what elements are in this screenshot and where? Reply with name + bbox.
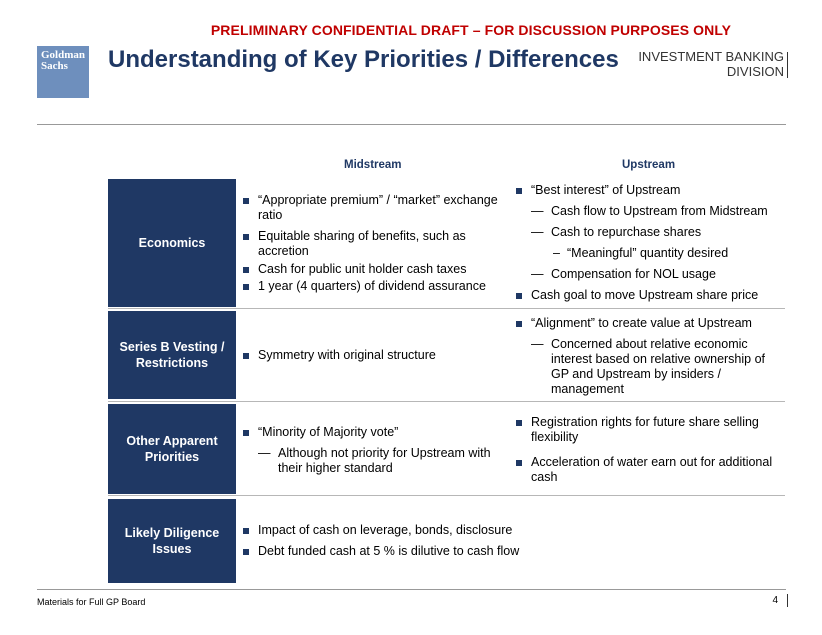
square-bullet-icon [243, 234, 249, 240]
sub-bullet-item [514, 204, 784, 219]
bullet-text: Acceleration of water earn out for additional cash [531, 455, 773, 484]
bullet-item [514, 288, 784, 303]
dash-bullet-icon: — [531, 204, 544, 218]
column-header-midstream: Midstream [344, 159, 402, 171]
sub-sub-bullet-item [514, 246, 784, 261]
bullet-item [241, 348, 506, 363]
bullet-item [241, 193, 506, 223]
bullet-text: “Minority of Majority vote” [258, 425, 399, 439]
square-bullet-icon [243, 198, 249, 204]
square-bullet-icon [243, 430, 249, 436]
confidential-banner: PRELIMINARY CONFIDENTIAL DRAFT – FOR DISCUSSION PURPOSES ONLY [210, 22, 732, 38]
economics-upstream-cell [514, 183, 784, 303]
bullet-item [241, 544, 521, 559]
goldman-sachs-logo [37, 46, 89, 98]
row-label-series-b: Series B Vesting / Restrictions [108, 311, 236, 399]
column-header-upstream: Upstream [622, 159, 676, 171]
division-line-2: DIVISION [726, 64, 784, 79]
row-separator [108, 495, 785, 496]
sub-bullet-item [241, 446, 506, 476]
sub-bullet-item [514, 267, 784, 282]
bullet-item [514, 415, 784, 445]
sub-bullet-text: Cash to repurchase shares [551, 225, 702, 239]
row-separator [108, 401, 785, 402]
bullet-item [241, 425, 506, 440]
sub-bullet-text: Although not priority for Upstream with their higher standard [278, 446, 491, 475]
dash-bullet-icon: — [531, 337, 544, 351]
header-rule [37, 124, 786, 125]
square-bullet-icon [243, 549, 249, 555]
square-bullet-icon [243, 528, 249, 534]
square-bullet-icon [516, 460, 522, 466]
bullet-item [241, 523, 521, 538]
bullet-text: Registration rights for future share selling flexibility [531, 415, 759, 444]
division-label [638, 49, 784, 79]
bullet-text: “Appropriate premium” / “market” exchange ratio [258, 193, 498, 222]
other-priorities-upstream-cell [514, 415, 784, 485]
bullet-text: Cash goal to move Upstream share price [531, 288, 759, 302]
series-b-upstream-cell [514, 316, 784, 397]
bullet-text: Cash for public unit holder cash taxes [258, 262, 467, 276]
dash-bullet-icon: — [531, 267, 544, 281]
division-divider [787, 52, 788, 78]
row-label-diligence: Likely Diligence Issues [108, 499, 236, 583]
division-line-1: INVESTMENT BANKING [638, 49, 784, 64]
page-number-divider [787, 594, 788, 607]
bullet-item [241, 229, 506, 259]
square-bullet-icon [243, 284, 249, 290]
sub-bullet-item [514, 225, 784, 240]
bullet-item [514, 183, 784, 198]
bullet-text: Symmetry with original structure [258, 348, 436, 362]
bullet-text: “Best interest” of Upstream [531, 183, 681, 197]
row-separator [108, 308, 785, 309]
square-bullet-icon [516, 420, 522, 426]
page-title: Understanding of Key Priorities / Differences [108, 46, 619, 73]
row-label-other-priorities: Other Apparent Priorities [108, 404, 236, 494]
sub-bullet-item [514, 337, 784, 397]
logo-line-1: Goldman [41, 49, 86, 61]
series-b-midstream-cell [241, 348, 506, 363]
row-label-economics: Economics [108, 179, 236, 307]
economics-midstream-cell [241, 193, 506, 294]
square-bullet-icon [516, 293, 522, 299]
footer-text: Materials for Full GP Board [37, 597, 146, 607]
logo-line-2: Sachs [41, 60, 68, 72]
bullet-text: “Alignment” to create value at Upstream [531, 316, 752, 330]
bullet-text: Debt funded cash at 5 % is dilutive to cash flow [258, 544, 520, 558]
sub-bullet-text: Compensation for NOL usage [551, 267, 716, 281]
dash-bullet-icon: — [531, 225, 544, 239]
square-bullet-icon [516, 321, 522, 327]
bullet-item [514, 316, 784, 331]
sub-bullet-text: Concerned about relative economic interest based on relative ownership of GP and Upstream by insiders / management [551, 337, 766, 396]
other-priorities-midstream-cell [241, 425, 506, 476]
bullet-item [514, 455, 784, 485]
page-number: 4 [772, 595, 778, 606]
square-bullet-icon [516, 188, 522, 194]
bullet-item [241, 262, 506, 277]
bullet-item [241, 279, 506, 294]
sub-sub-bullet-text: “Meaningful” quantity desired [567, 246, 729, 260]
diligence-midstream-cell [241, 523, 521, 559]
footer-rule [37, 589, 786, 590]
bullet-text: 1 year (4 quarters) of dividend assurance [258, 279, 486, 293]
dash-bullet-icon: — [258, 446, 271, 460]
square-bullet-icon [243, 353, 249, 359]
bullet-text: Equitable sharing of benefits, such as accretion [258, 229, 466, 258]
square-bullet-icon [243, 267, 249, 273]
bullet-text: Impact of cash on leverage, bonds, disclosure [258, 523, 513, 537]
sub-bullet-text: Cash flow to Upstream from Midstream [551, 204, 768, 218]
en-dash-bullet-icon: – [553, 246, 560, 260]
